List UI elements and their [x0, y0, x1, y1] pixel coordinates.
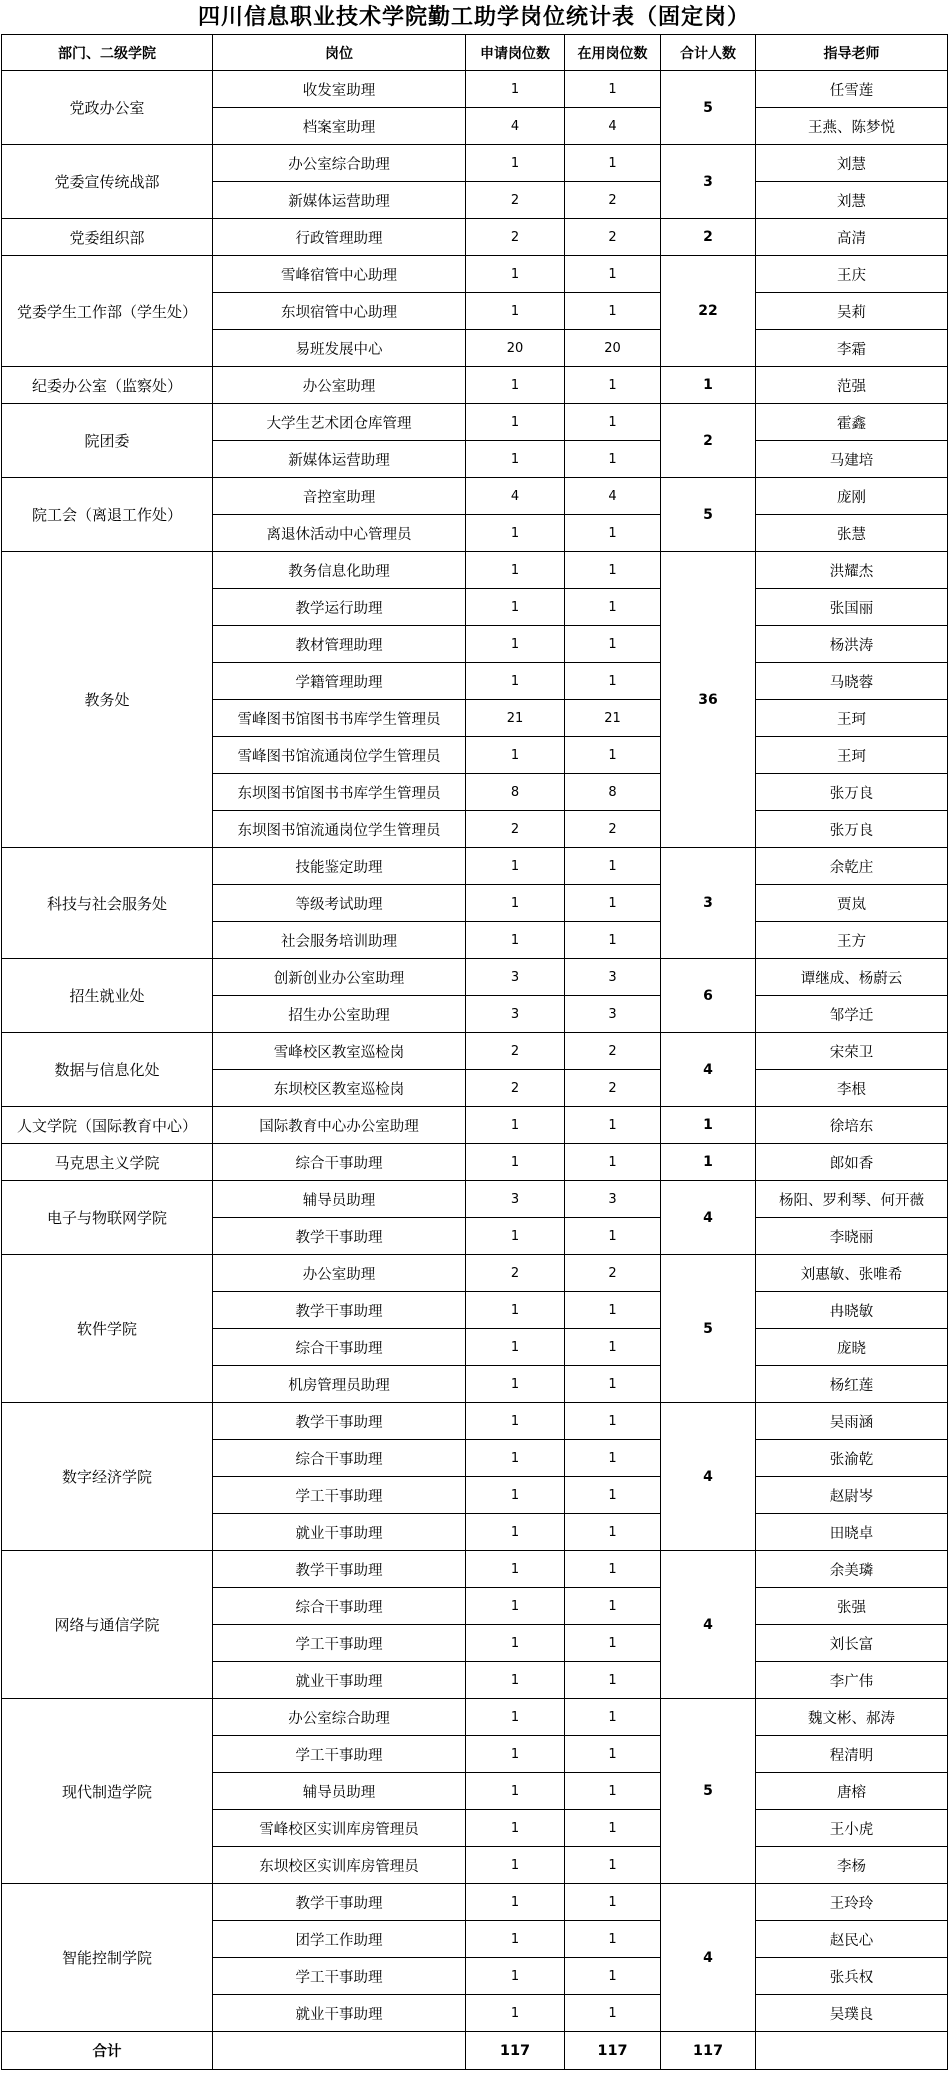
teacher-cell: 王方 [756, 922, 948, 959]
teacher-cell: 王玲玲 [756, 1884, 948, 1921]
total-people-cell: 4 [661, 1403, 756, 1551]
department-cell: 招生就业处 [2, 959, 213, 1033]
total-people-cell: 5 [661, 478, 756, 552]
post-cell: 学工干事助理 [213, 1736, 466, 1773]
table-row [2, 848, 948, 885]
teacher-cell: 洪耀杰 [756, 552, 948, 589]
inuse-count-cell: 1 [565, 1810, 661, 1847]
teacher-cell: 郎如香 [756, 1144, 948, 1181]
teacher-cell: 王燕、陈梦悦 [756, 108, 948, 145]
apply-count-cell: 1 [466, 404, 565, 441]
inuse-count-cell: 1 [565, 1773, 661, 1810]
inuse-count-cell: 1 [565, 922, 661, 959]
table-row [2, 1699, 948, 1736]
inuse-count-cell: 1 [565, 663, 661, 700]
post-cell: 学工干事助理 [213, 1477, 466, 1514]
post-cell: 易班发展中心 [213, 330, 466, 367]
inuse-count-cell: 21 [565, 700, 661, 737]
department-cell: 数字经济学院 [2, 1403, 213, 1551]
table-row [2, 256, 948, 293]
total-people-cell: 1 [661, 1107, 756, 1144]
post-cell: 等级考试助理 [213, 885, 466, 922]
post-cell: 招生办公室助理 [213, 996, 466, 1033]
inuse-count-cell: 1 [565, 1440, 661, 1477]
post-cell: 离退休活动中心管理员 [213, 515, 466, 552]
inuse-count-cell: 2 [565, 1255, 661, 1292]
teacher-cell: 霍鑫 [756, 404, 948, 441]
post-cell: 社会服务培训助理 [213, 922, 466, 959]
total-people-cell: 4 [661, 1551, 756, 1699]
apply-count-cell: 1 [466, 1551, 565, 1588]
teacher-cell: 杨阳、罗利琴、何开薇 [756, 1181, 948, 1218]
post-cell: 机房管理员助理 [213, 1366, 466, 1403]
header-apply-count: 申请岗位数 [466, 35, 565, 71]
apply-count-cell: 1 [466, 145, 565, 182]
post-cell: 教学运行助理 [213, 589, 466, 626]
department-cell: 教务处 [2, 552, 213, 848]
table-row [2, 1255, 948, 1292]
total-people-cell: 4 [661, 1181, 756, 1255]
total-people-cell: 5 [661, 1699, 756, 1884]
teacher-cell: 刘长富 [756, 1625, 948, 1662]
inuse-count-cell: 1 [565, 1736, 661, 1773]
summary-row [2, 2032, 948, 2070]
department-cell: 马克思主义学院 [2, 1144, 213, 1181]
teacher-cell: 赵尉岑 [756, 1477, 948, 1514]
teacher-cell: 张兵权 [756, 1958, 948, 1995]
teacher-cell: 张国丽 [756, 589, 948, 626]
apply-count-cell: 1 [466, 1218, 565, 1255]
header-row [2, 35, 948, 71]
inuse-count-cell: 1 [565, 404, 661, 441]
table-title: 四川信息职业技术学院勤工助学岗位统计表（固定岗） [197, 4, 750, 30]
teacher-cell: 吴莉 [756, 293, 948, 330]
post-cell: 教学干事助理 [213, 1551, 466, 1588]
teacher-cell: 杨红莲 [756, 1366, 948, 1403]
table-row [2, 478, 948, 515]
apply-count-cell: 1 [466, 1514, 565, 1551]
apply-count-cell: 20 [466, 330, 565, 367]
apply-count-cell: 2 [466, 182, 565, 219]
apply-count-cell: 1 [466, 1588, 565, 1625]
department-cell: 党委学生工作部（学生处） [2, 256, 213, 367]
post-cell: 教学干事助理 [213, 1292, 466, 1329]
apply-count-cell: 1 [466, 1440, 565, 1477]
summary-total-cell: 117 [661, 2032, 756, 2070]
table-row [2, 367, 948, 404]
teacher-cell: 程清明 [756, 1736, 948, 1773]
apply-count-cell: 2 [466, 219, 565, 256]
total-people-cell: 4 [661, 1884, 756, 2032]
inuse-count-cell: 1 [565, 1292, 661, 1329]
inuse-count-cell: 3 [565, 959, 661, 996]
post-cell: 创新创业办公室助理 [213, 959, 466, 996]
apply-count-cell: 1 [466, 1995, 565, 2032]
post-cell: 教学干事助理 [213, 1403, 466, 1440]
teacher-cell: 李霜 [756, 330, 948, 367]
apply-count-cell: 1 [466, 1847, 565, 1884]
post-cell: 档案室助理 [213, 108, 466, 145]
department-cell: 现代制造学院 [2, 1699, 213, 1884]
post-cell: 东坝图书馆流通岗位学生管理员 [213, 811, 466, 848]
post-cell: 综合干事助理 [213, 1440, 466, 1477]
inuse-count-cell: 1 [565, 1144, 661, 1181]
total-people-cell: 4 [661, 1033, 756, 1107]
post-cell: 就业干事助理 [213, 1514, 466, 1551]
inuse-count-cell: 4 [565, 478, 661, 515]
table-row [2, 959, 948, 996]
apply-count-cell: 1 [466, 848, 565, 885]
apply-count-cell: 1 [466, 885, 565, 922]
teacher-cell: 刘慧 [756, 145, 948, 182]
post-cell: 辅导员助理 [213, 1181, 466, 1218]
department-cell: 智能控制学院 [2, 1884, 213, 2032]
apply-count-cell: 1 [466, 552, 565, 589]
inuse-count-cell: 2 [565, 811, 661, 848]
inuse-count-cell: 4 [565, 108, 661, 145]
post-cell: 综合干事助理 [213, 1329, 466, 1366]
department-cell: 院工会（离退工作处） [2, 478, 213, 552]
post-cell: 办公室综合助理 [213, 1699, 466, 1736]
table-row [2, 552, 948, 589]
table-row [2, 1551, 948, 1588]
apply-count-cell: 1 [466, 589, 565, 626]
inuse-count-cell: 1 [565, 1366, 661, 1403]
apply-count-cell: 1 [466, 1736, 565, 1773]
apply-count-cell: 1 [466, 1292, 565, 1329]
apply-count-cell: 21 [466, 700, 565, 737]
total-people-cell: 2 [661, 219, 756, 256]
apply-count-cell: 1 [466, 1958, 565, 1995]
inuse-count-cell: 1 [565, 626, 661, 663]
apply-count-cell: 1 [466, 1107, 565, 1144]
apply-count-cell: 1 [466, 1773, 565, 1810]
header-teacher: 指导老师 [756, 35, 948, 71]
teacher-cell: 庞晓 [756, 1329, 948, 1366]
post-cell: 综合干事助理 [213, 1144, 466, 1181]
department-cell: 人文学院（国际教育中心） [2, 1107, 213, 1144]
apply-count-cell: 1 [466, 737, 565, 774]
inuse-count-cell: 1 [565, 848, 661, 885]
post-cell: 雪峰图书馆流通岗位学生管理员 [213, 737, 466, 774]
apply-count-cell: 1 [466, 367, 565, 404]
apply-count-cell: 1 [466, 1921, 565, 1958]
apply-count-cell: 1 [466, 922, 565, 959]
total-people-cell: 2 [661, 404, 756, 478]
post-cell: 收发室助理 [213, 71, 466, 108]
summary-apply-cell: 117 [466, 2032, 565, 2070]
inuse-count-cell: 1 [565, 589, 661, 626]
header-inuse-count: 在用岗位数 [565, 35, 661, 71]
inuse-count-cell: 1 [565, 1218, 661, 1255]
inuse-count-cell: 8 [565, 774, 661, 811]
department-cell: 党政办公室 [2, 71, 213, 145]
teacher-cell: 赵民心 [756, 1921, 948, 1958]
inuse-count-cell: 1 [565, 1847, 661, 1884]
teacher-cell: 吴雨涵 [756, 1403, 948, 1440]
teacher-cell: 李晓丽 [756, 1218, 948, 1255]
teacher-cell: 冉晓敏 [756, 1292, 948, 1329]
post-cell: 教材管理助理 [213, 626, 466, 663]
post-cell: 办公室综合助理 [213, 145, 466, 182]
post-cell: 教学干事助理 [213, 1218, 466, 1255]
teacher-cell: 李根 [756, 1070, 948, 1107]
teacher-cell: 庞刚 [756, 478, 948, 515]
department-cell: 科技与社会服务处 [2, 848, 213, 959]
department-cell: 院团委 [2, 404, 213, 478]
inuse-count-cell: 1 [565, 293, 661, 330]
teacher-cell: 张万良 [756, 811, 948, 848]
inuse-count-cell: 2 [565, 1033, 661, 1070]
teacher-cell: 唐榕 [756, 1773, 948, 1810]
inuse-count-cell: 1 [565, 1625, 661, 1662]
inuse-count-cell: 1 [565, 256, 661, 293]
post-cell: 音控室助理 [213, 478, 466, 515]
table-row [2, 1403, 948, 1440]
post-cell: 雪峰校区教室巡检岗 [213, 1033, 466, 1070]
summary-post-cell [213, 2032, 466, 2070]
post-cell: 雪峰校区实训库房管理员 [213, 1810, 466, 1847]
teacher-cell: 李广伟 [756, 1662, 948, 1699]
total-people-cell: 5 [661, 1255, 756, 1403]
post-cell: 雪峰图书馆图书书库学生管理员 [213, 700, 466, 737]
post-cell: 东坝宿管中心助理 [213, 293, 466, 330]
total-people-cell: 3 [661, 145, 756, 219]
post-cell: 办公室助理 [213, 367, 466, 404]
inuse-count-cell: 1 [565, 1662, 661, 1699]
inuse-count-cell: 3 [565, 996, 661, 1033]
table-row [2, 1033, 948, 1070]
inuse-count-cell: 1 [565, 1588, 661, 1625]
apply-count-cell: 1 [466, 663, 565, 700]
post-cell: 技能鉴定助理 [213, 848, 466, 885]
teacher-cell: 马建培 [756, 441, 948, 478]
apply-count-cell: 1 [466, 293, 565, 330]
table-row [2, 145, 948, 182]
teacher-cell: 王珂 [756, 737, 948, 774]
apply-count-cell: 1 [466, 1810, 565, 1847]
teacher-cell: 余乾庄 [756, 848, 948, 885]
inuse-count-cell: 1 [565, 1403, 661, 1440]
teacher-cell: 任雪莲 [756, 71, 948, 108]
inuse-count-cell: 1 [565, 1958, 661, 1995]
teacher-cell: 范强 [756, 367, 948, 404]
teacher-cell: 刘慧 [756, 182, 948, 219]
teacher-cell: 徐培东 [756, 1107, 948, 1144]
teacher-cell: 张慧 [756, 515, 948, 552]
apply-count-cell: 3 [466, 959, 565, 996]
table-row [2, 1181, 948, 1218]
post-cell: 就业干事助理 [213, 1995, 466, 2032]
table-row [2, 219, 948, 256]
teacher-cell: 张万良 [756, 774, 948, 811]
post-cell: 学籍管理助理 [213, 663, 466, 700]
post-cell: 教学干事助理 [213, 1884, 466, 1921]
table-row [2, 1107, 948, 1144]
apply-count-cell: 1 [466, 1625, 565, 1662]
apply-count-cell: 1 [466, 1366, 565, 1403]
post-cell: 东坝图书馆图书书库学生管理员 [213, 774, 466, 811]
summary-teacher-cell [756, 2032, 948, 2070]
teacher-cell: 刘惠敏、张唯希 [756, 1255, 948, 1292]
department-cell: 党委宣传统战部 [2, 145, 213, 219]
summary-label-cell: 合计 [2, 2032, 213, 2070]
inuse-count-cell: 1 [565, 1514, 661, 1551]
teacher-cell: 田晓卓 [756, 1514, 948, 1551]
department-cell: 软件学院 [2, 1255, 213, 1403]
apply-count-cell: 1 [466, 1144, 565, 1181]
apply-count-cell: 2 [466, 1255, 565, 1292]
total-people-cell: 6 [661, 959, 756, 1033]
total-people-cell: 5 [661, 71, 756, 145]
summary-inuse-cell: 117 [565, 2032, 661, 2070]
inuse-count-cell: 1 [565, 885, 661, 922]
inuse-count-cell: 1 [565, 737, 661, 774]
inuse-count-cell: 1 [565, 1995, 661, 2032]
apply-count-cell: 8 [466, 774, 565, 811]
department-cell: 党委组织部 [2, 219, 213, 256]
apply-count-cell: 4 [466, 478, 565, 515]
inuse-count-cell: 2 [565, 182, 661, 219]
teacher-cell: 王庆 [756, 256, 948, 293]
inuse-count-cell: 1 [565, 1329, 661, 1366]
teacher-cell: 张强 [756, 1588, 948, 1625]
teacher-cell: 魏文彬、郝涛 [756, 1699, 948, 1736]
apply-count-cell: 1 [466, 71, 565, 108]
table-row [2, 71, 948, 108]
inuse-count-cell: 3 [565, 1181, 661, 1218]
post-cell: 新媒体运营助理 [213, 441, 466, 478]
total-people-cell: 3 [661, 848, 756, 959]
post-cell: 辅导员助理 [213, 1773, 466, 1810]
post-cell: 学工干事助理 [213, 1958, 466, 1995]
teacher-cell: 高清 [756, 219, 948, 256]
post-cell: 东坝校区实训库房管理员 [213, 1847, 466, 1884]
post-cell: 新媒体运营助理 [213, 182, 466, 219]
teacher-cell: 马晓蓉 [756, 663, 948, 700]
teacher-cell: 王珂 [756, 700, 948, 737]
department-cell: 纪委办公室（监察处） [2, 367, 213, 404]
apply-count-cell: 1 [466, 1477, 565, 1514]
total-people-cell: 22 [661, 256, 756, 367]
total-people-cell: 1 [661, 1144, 756, 1181]
teacher-cell: 余美璘 [756, 1551, 948, 1588]
apply-count-cell: 1 [466, 1662, 565, 1699]
teacher-cell: 邹学迁 [756, 996, 948, 1033]
inuse-count-cell: 20 [565, 330, 661, 367]
post-cell: 大学生艺术团仓库管理 [213, 404, 466, 441]
post-cell: 学工干事助理 [213, 1625, 466, 1662]
post-cell: 国际教育中心办公室助理 [213, 1107, 466, 1144]
inuse-count-cell: 1 [565, 441, 661, 478]
post-cell: 办公室助理 [213, 1255, 466, 1292]
post-cell: 雪峰宿管中心助理 [213, 256, 466, 293]
department-cell: 数据与信息化处 [2, 1033, 213, 1107]
inuse-count-cell: 1 [565, 515, 661, 552]
apply-count-cell: 1 [466, 1329, 565, 1366]
inuse-count-cell: 1 [565, 1699, 661, 1736]
post-cell: 综合干事助理 [213, 1588, 466, 1625]
inuse-count-cell: 1 [565, 1107, 661, 1144]
teacher-cell: 王小虎 [756, 1810, 948, 1847]
apply-count-cell: 1 [466, 626, 565, 663]
header-post: 岗位 [213, 35, 466, 71]
post-cell: 教务信息化助理 [213, 552, 466, 589]
inuse-count-cell: 1 [565, 1551, 661, 1588]
inuse-count-cell: 1 [565, 367, 661, 404]
teacher-cell: 杨洪涛 [756, 626, 948, 663]
apply-count-cell: 4 [466, 108, 565, 145]
department-cell: 网络与通信学院 [2, 1551, 213, 1699]
inuse-count-cell: 1 [565, 552, 661, 589]
apply-count-cell: 3 [466, 996, 565, 1033]
teacher-cell: 谭继成、杨蔚云 [756, 959, 948, 996]
apply-count-cell: 1 [466, 515, 565, 552]
apply-count-cell: 1 [466, 256, 565, 293]
teacher-cell: 宋荣卫 [756, 1033, 948, 1070]
table-row [2, 1144, 948, 1181]
inuse-count-cell: 2 [565, 1070, 661, 1107]
teacher-cell: 李杨 [756, 1847, 948, 1884]
inuse-count-cell: 1 [565, 145, 661, 182]
post-cell: 团学工作助理 [213, 1921, 466, 1958]
apply-count-cell: 1 [466, 1884, 565, 1921]
table-body [2, 71, 948, 2070]
apply-count-cell: 1 [466, 1403, 565, 1440]
teacher-cell: 贾岚 [756, 885, 948, 922]
post-cell: 行政管理助理 [213, 219, 466, 256]
header-department: 部门、二级学院 [2, 35, 213, 71]
total-people-cell: 1 [661, 367, 756, 404]
total-people-cell: 36 [661, 552, 756, 848]
table-row [2, 1884, 948, 1921]
department-cell: 电子与物联网学院 [2, 1181, 213, 1255]
teacher-cell: 张渝乾 [756, 1440, 948, 1477]
inuse-count-cell: 2 [565, 219, 661, 256]
apply-count-cell: 3 [466, 1181, 565, 1218]
teacher-cell: 吴璞良 [756, 1995, 948, 2032]
header-total-people: 合计人数 [661, 35, 756, 71]
inuse-count-cell: 1 [565, 1884, 661, 1921]
apply-count-cell: 2 [466, 1033, 565, 1070]
apply-count-cell: 2 [466, 811, 565, 848]
apply-count-cell: 1 [466, 441, 565, 478]
inuse-count-cell: 1 [565, 1477, 661, 1514]
post-cell: 东坝校区教室巡检岗 [213, 1070, 466, 1107]
inuse-count-cell: 1 [565, 71, 661, 108]
post-statistics-table [1, 34, 948, 2070]
inuse-count-cell: 1 [565, 1921, 661, 1958]
table-row [2, 404, 948, 441]
post-cell: 就业干事助理 [213, 1662, 466, 1699]
apply-count-cell: 1 [466, 1699, 565, 1736]
apply-count-cell: 2 [466, 1070, 565, 1107]
